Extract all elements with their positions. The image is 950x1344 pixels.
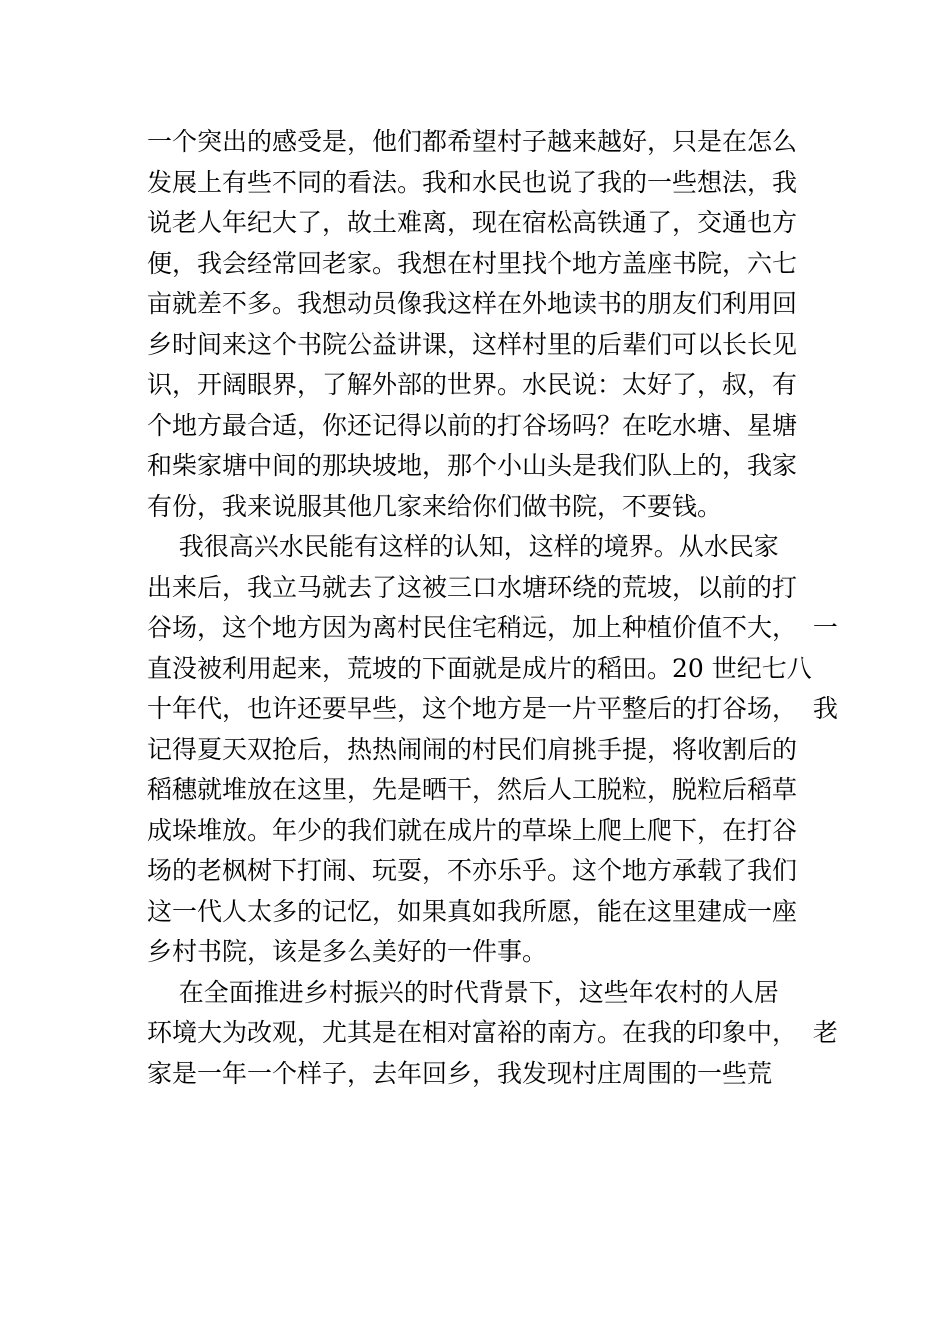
text-line: 识，开阔眼界，了解外部的世界。水民说：太好了，叔，有	[147, 370, 798, 399]
text-line: 这一代人太多的记忆，如果真如我所愿，能在这里建成一座	[147, 896, 798, 926]
text-line: 成垛堆放。年少的我们就在成片的草垛上爬上爬下，在打谷	[147, 815, 798, 845]
text-line: 谷场，这个地方因为离村民住宅稍远，加上种植价值不大， 一	[147, 613, 838, 642]
text-line: 我很高兴水民能有这样的认知，这样的境界。从水民家	[147, 532, 779, 561]
text-line: 亩就差不多。我想动员像我这样在外地读书的朋友们利用回	[147, 289, 798, 318]
text-line: 说老人年纪大了，故土难离，现在宿松高铁通了，交通也方	[147, 208, 798, 237]
text-line: 一个突出的感受是，他们都希望村子越来越好，只是在怎么	[147, 127, 798, 156]
text-line: 和柴家塘中间的那块坡地，那个小山头是我们队上的，我家	[147, 451, 798, 480]
text-line: 乡时间来这个书院公益讲课，这样村里的后辈们可以长长见	[147, 329, 798, 359]
text-line: 场的老枫树下打闹、玩耍，不亦乐乎。这个地方承载了我们	[147, 856, 798, 885]
paragraph-2	[147, 527, 838, 973]
body-text	[147, 122, 838, 1094]
text-line: 直没被利用起来，荒坡的下面就是成片的稻田。20 世纪七八	[147, 653, 812, 683]
text-line: 记得夏天双抢后，热热闹闹的村民们肩挑手提，将收割后的	[147, 734, 798, 764]
paragraph-3	[147, 973, 838, 1095]
text-line: 稻穗就堆放在这里，先是晒干，然后人工脱粒，脱粒后稻草	[147, 775, 798, 804]
text-line: 十年代，也许还要早些，这个地方是一片平整后的打谷场， 我	[147, 694, 838, 723]
text-line: 有份，我来说服其他几家来给你们做书院，不要钱。	[147, 491, 723, 521]
text-line: 环境大为改观，尤其是在相对富裕的南方。在我的印象中， 老	[147, 1018, 838, 1047]
text-line: 发展上有些不同的看法。我和水民也说了我的一些想法，我	[147, 167, 798, 197]
text-line: 家是一年一个样子，去年回乡，我发现村庄周围的一些荒	[147, 1058, 773, 1088]
text-line: 个地方最合适，你还记得以前的打谷场吗？在吃水塘、星塘	[147, 410, 798, 440]
text-line: 出来后，我立马就去了这被三口水塘环绕的荒坡，以前的打	[147, 572, 798, 602]
text-line: 乡村书院，该是多么美好的一件事。	[147, 937, 548, 966]
paragraph-1	[147, 122, 827, 527]
text-line: 便，我会经常回老家。我想在村里找个地方盖座书院，六七	[147, 248, 798, 278]
text-line: 在全面推进乡村振兴的时代背景下，这些年农村的人居	[147, 977, 779, 1007]
